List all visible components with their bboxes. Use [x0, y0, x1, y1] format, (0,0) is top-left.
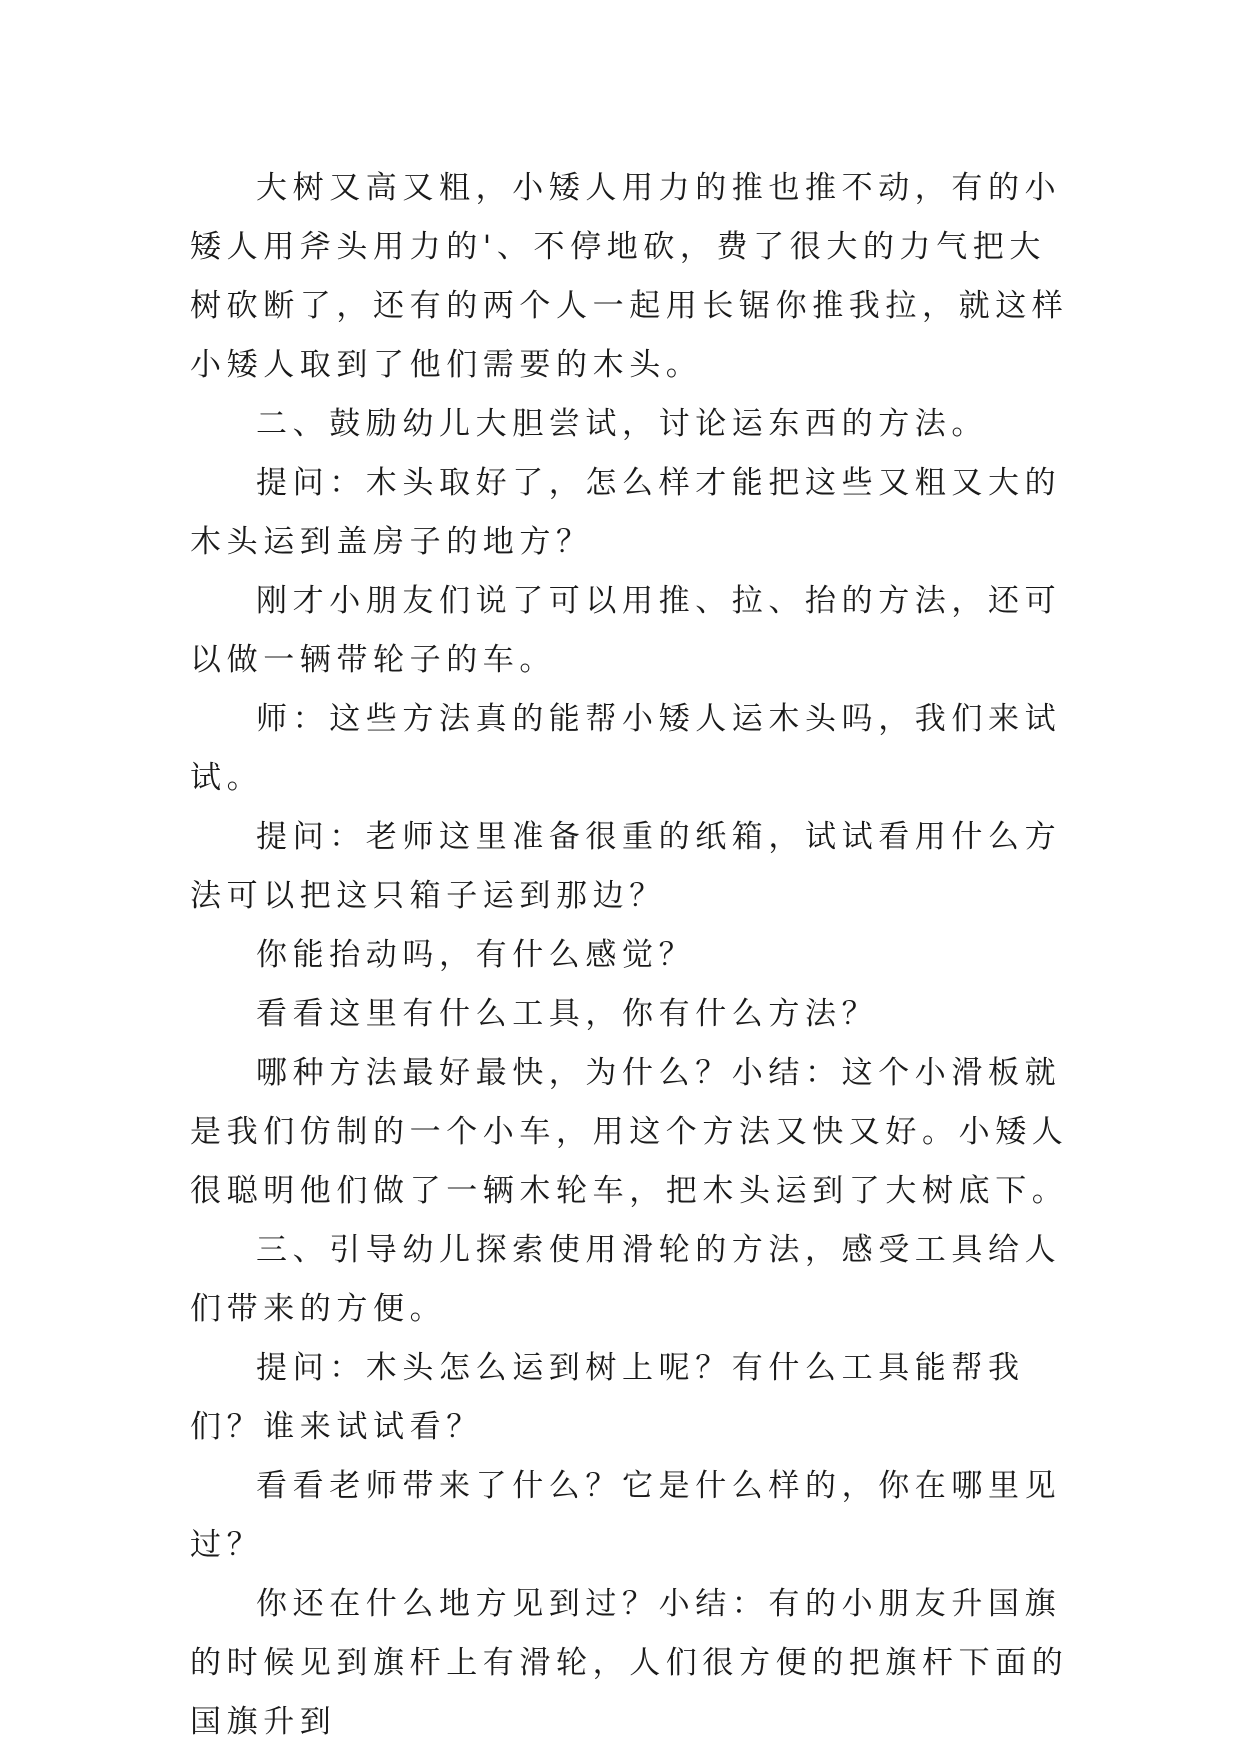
paragraph: 提问：木头怎么运到树上呢？有什么工具能帮我们？谁来试试看？: [190, 1350, 1025, 1445]
section-heading: 三、引导幼儿探索使用滑轮的方法，感受工具给人们带来的方便。: [190, 1232, 1062, 1327]
document-body: [190, 159, 1070, 1752]
paragraph: 你能抬动吗，有什么感觉？: [256, 937, 696, 973]
paragraph: 大树又高又粗，小矮人用力的推也推不动，有的小矮人用斧头用力的'、不停地砍，费了很大的力气把大树砍断了，还有的两个人一起用长锯你推我拉，就这样小矮人取到了他们需要的木头。: [190, 170, 1069, 383]
paragraph: 看看这里有什么工具，你有什么方法？: [256, 996, 879, 1032]
paragraph: 师：这些方法真的能帮小矮人运木头吗，我们来试试。: [190, 701, 1062, 796]
section-heading: 二、鼓励幼儿大胆尝试，讨论运东西的方法。: [256, 406, 988, 442]
paragraph: 哪种方法最好最快，为什么？小结：这个小滑板就是我们仿制的一个小车，用这个方法又快又好。小矮人很聪明他们做了一辆木轮车，把木头运到了大树底下。: [190, 1055, 1069, 1209]
paragraph: 看看老师带来了什么？它是什么样的，你在哪里见过？: [190, 1468, 1062, 1563]
paragraph: 刚才小朋友们说了可以用推、拉、抬的方法，还可以做一辆带轮子的车。: [190, 583, 1062, 678]
paragraph: 提问：木头取好了，怎么样才能把这些又粗又大的木头运到盖房子的地方？: [190, 465, 1062, 560]
paragraph: 提问：老师这里准备很重的纸箱，试试看用什么方法可以把这只箱子运到那边？: [190, 819, 1062, 914]
paragraph: 你还在什么地方见到过？小结：有的小朋友升国旗的时候见到旗杆上有滑轮，人们很方便的把旗杆下面的国旗升到: [190, 1586, 1069, 1740]
